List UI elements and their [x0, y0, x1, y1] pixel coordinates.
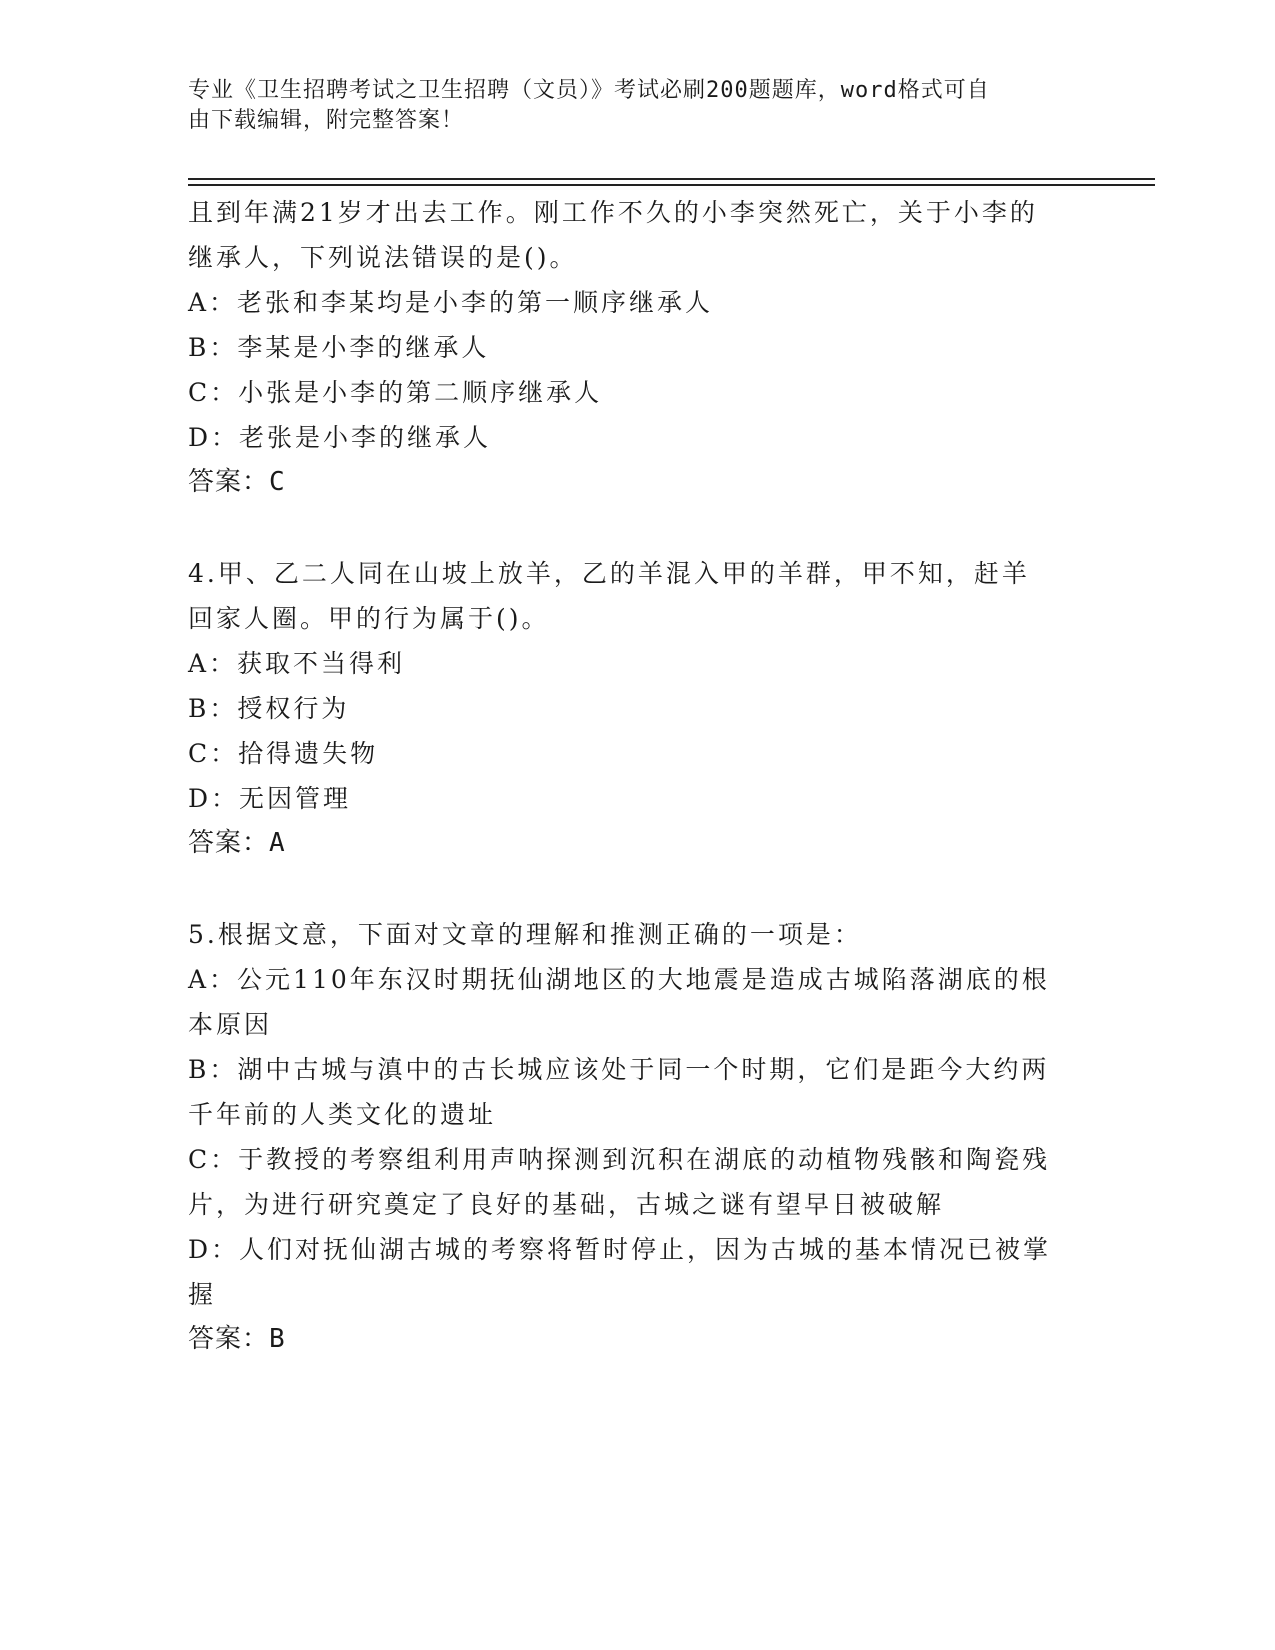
answer-line: 答案：C	[188, 467, 286, 497]
question-stem-line: 且到年满21岁才出去工作。刚工作不久的小李突然死亡，关于小李的	[188, 198, 1038, 227]
option-b: B：湖中古城与滇中的古长城应该处于同一个时期，它们是距今大约两	[188, 1055, 1050, 1084]
option-a-continuation: 本原因	[188, 1010, 273, 1039]
option-c: C：小张是小李的第二顺序继承人	[188, 378, 603, 407]
option-d: D：无因管理	[188, 784, 352, 813]
option-c-continuation: 片，为进行研究奠定了良好的基础，古城之谜有望早日被破解	[188, 1190, 945, 1219]
document-header	[188, 76, 1068, 136]
header-line-2: 由下载编辑，附完整答案！	[188, 108, 465, 133]
option-c: C：拾得遗失物	[188, 739, 379, 768]
option-d: D：老张是小李的继承人	[188, 423, 492, 452]
header-line-1: 专业《卫生招聘考试之卫生招聘（文员）》考试必刷200题题库，word格式可自	[188, 78, 990, 103]
option-c: C：于教授的考察组利用声呐探测到沉积在湖底的动植物残骸和陶瓷残	[188, 1145, 1051, 1174]
question-stem-line: 继承人，下列说法错误的是()。	[188, 243, 578, 272]
question-stem-line: 回家人圈。甲的行为属于()。	[188, 604, 550, 633]
question-3	[188, 190, 1068, 505]
header-rule-bottom	[188, 184, 1155, 186]
option-a: A：获取不当得利	[188, 649, 406, 678]
answer-line: 答案：A	[188, 828, 286, 858]
question-spacer	[188, 866, 1068, 912]
question-5	[188, 912, 1068, 1362]
header-rule-top	[188, 178, 1155, 180]
document-body	[188, 190, 1068, 1362]
option-b-continuation: 千年前的人类文化的遗址	[188, 1100, 497, 1129]
option-d: D：人们对抚仙湖古城的考察将暂时停止，因为古城的基本情况已被掌	[188, 1235, 1052, 1264]
option-b: B：李某是小李的继承人	[188, 333, 490, 362]
option-a: A：公元110年东汉时期抚仙湖地区的大地震是造成古城陷落湖底的根	[188, 965, 1050, 994]
option-d-continuation: 握	[188, 1280, 217, 1309]
question-stem-line: 5.根据文意，下面对文章的理解和推测正确的一项是：	[188, 920, 862, 949]
option-b: B：授权行为	[188, 694, 350, 723]
question-spacer	[188, 505, 1068, 551]
answer-line: 答案：B	[188, 1324, 286, 1354]
question-4	[188, 551, 1068, 866]
question-stem-line: 4.甲、乙二人同在山坡上放羊，乙的羊混入甲的羊群，甲不知，赶羊	[188, 559, 1030, 588]
option-a: A：老张和李某均是小李的第一顺序继承人	[188, 288, 714, 317]
